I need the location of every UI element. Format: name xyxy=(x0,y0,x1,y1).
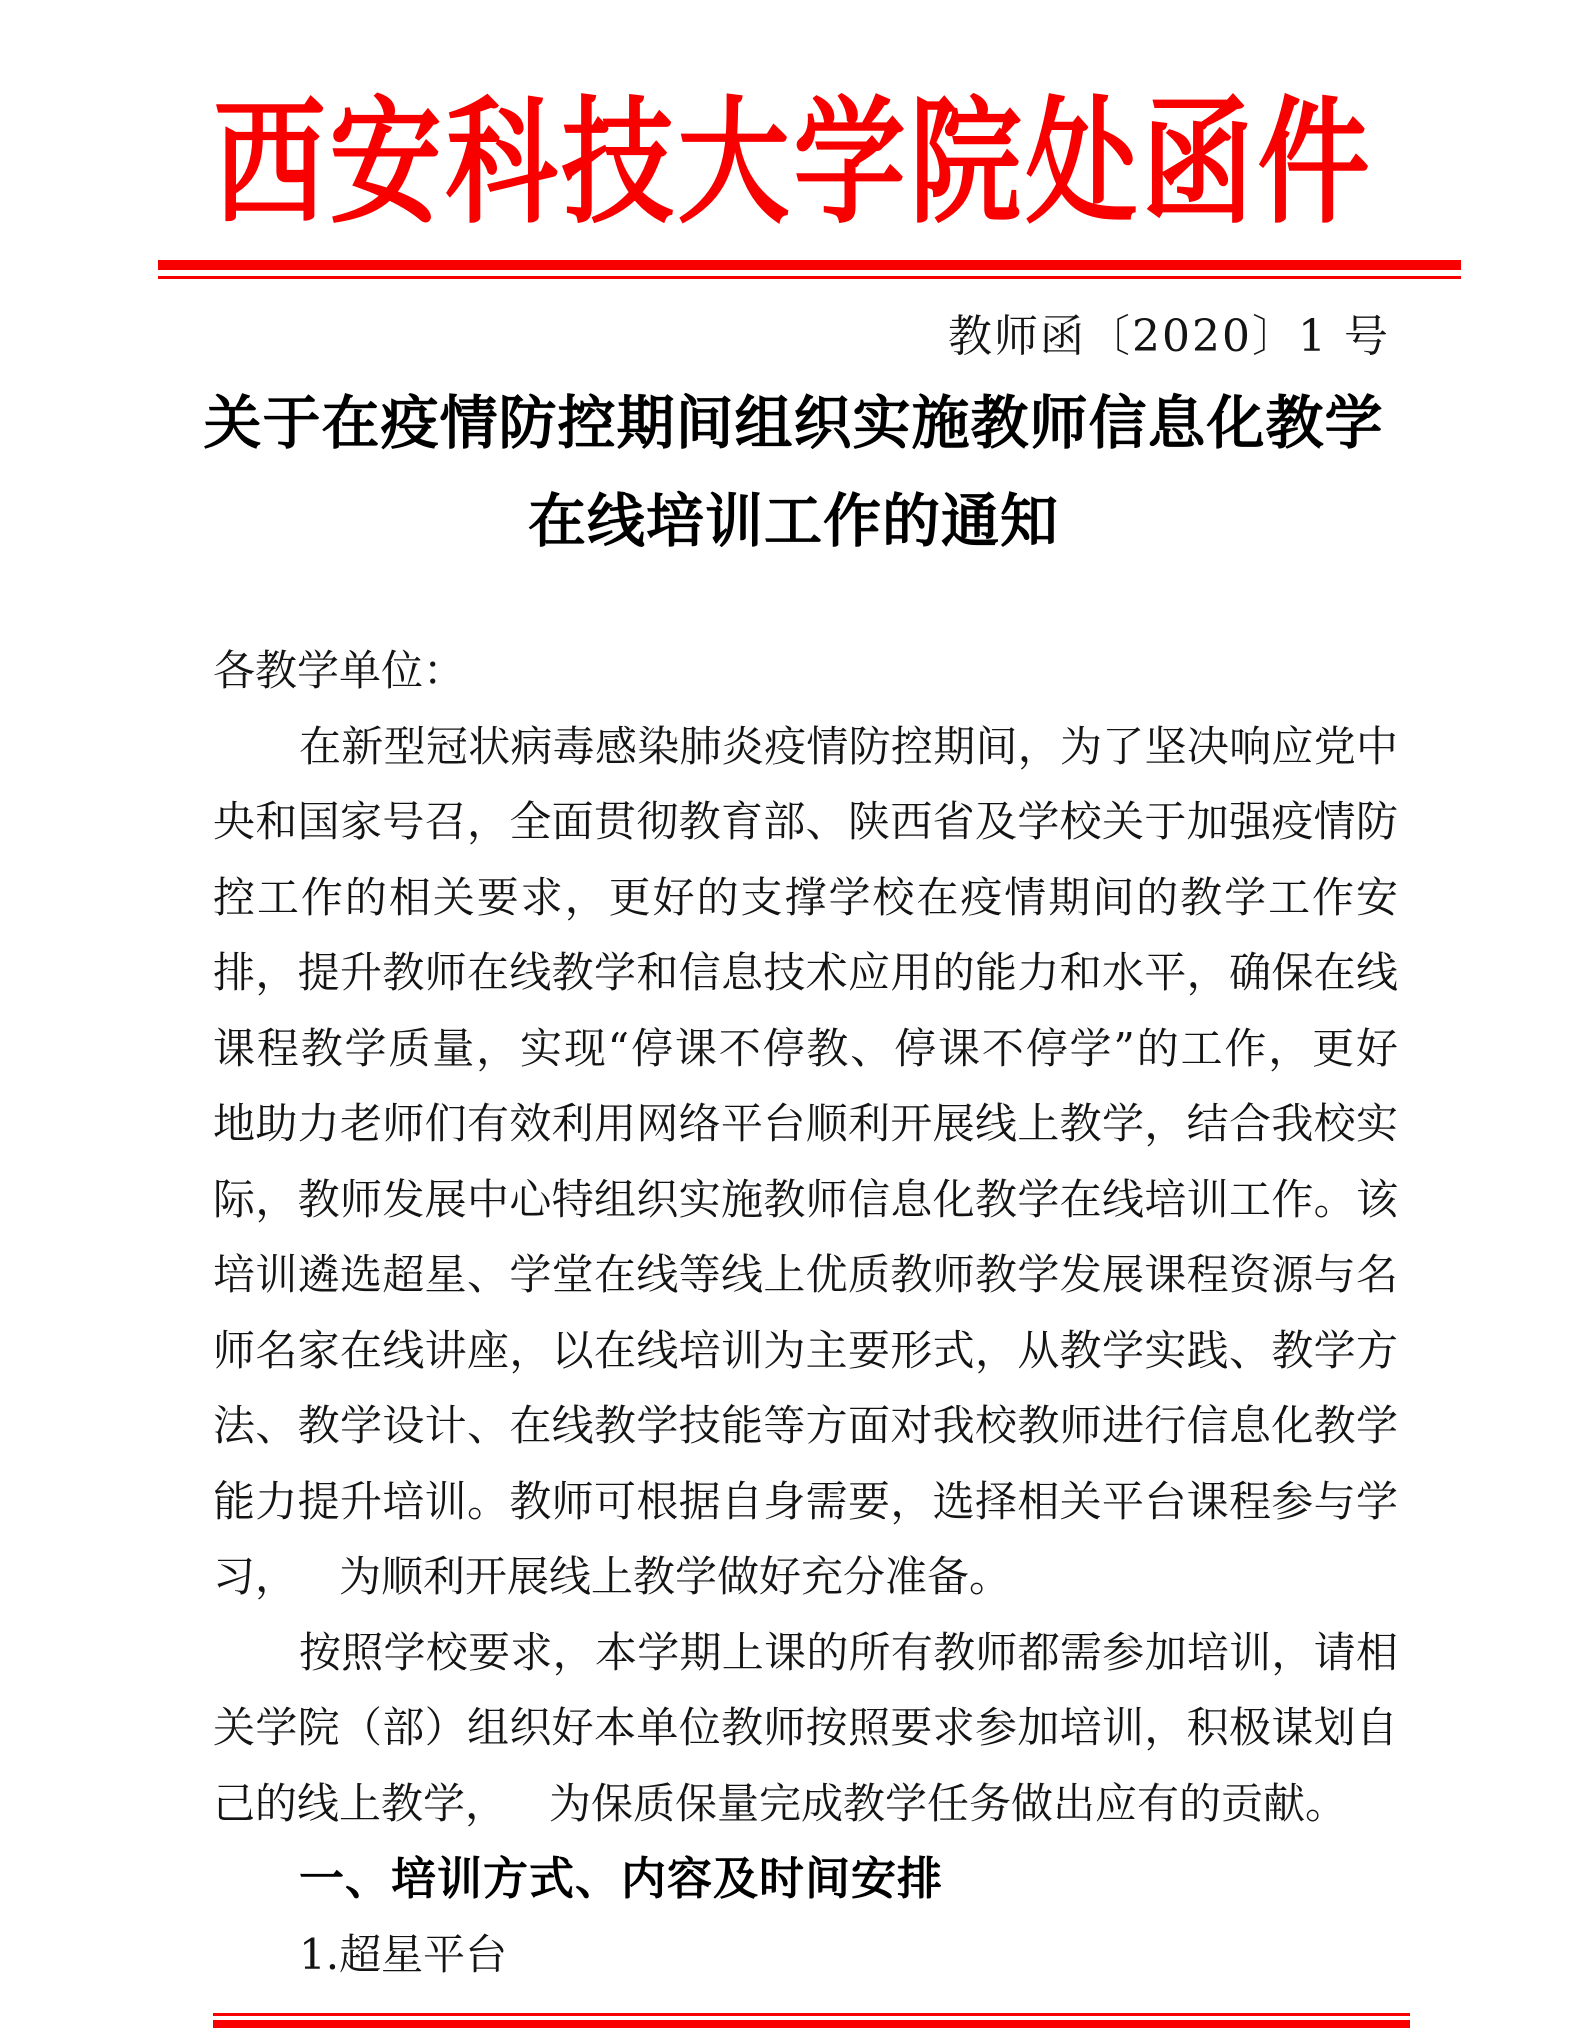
footer-rule-thick-line xyxy=(213,2020,1410,2028)
body-line: 按照学校要求，本学期上课的所有教师都需参加培训，请相 xyxy=(299,1627,1398,1677)
body-line: 能力提升培训。教师可根据自身需要，选择相关平台课程参与学 xyxy=(213,1476,1398,1526)
header-rule-thin-line xyxy=(158,276,1461,279)
body-line: 排，提升教师在线教学和信息技术应用的能力和水平，确保在线 xyxy=(213,948,1398,997)
body-line: 际，教师发展中心特组织实施教师信息化教学在线培训工作。该 xyxy=(213,1174,1398,1224)
masthead xyxy=(0,83,1587,243)
section-heading: 一、培训方式、内容及时间安排 xyxy=(299,1852,944,1905)
header-rule-thick-line xyxy=(158,260,1461,270)
body-line: 央和国家号召，全面贯彻教育部、陕西省及学校关于加强疫情防 xyxy=(213,797,1398,846)
body-line: 习， 为顺利开展线上教学做好充分准备。 xyxy=(213,1552,1012,1601)
doc-title-line1: 关于在疫情防控期间组织实施教师信息化教学 xyxy=(203,389,1384,457)
doc-number: 教师函〔2020〕1 号 xyxy=(948,311,1390,362)
body-line: 各教学单位： xyxy=(213,646,466,695)
body-line: 法、教学设计、在线教学技能等方面对我校教师进行信息化教学 xyxy=(213,1401,1398,1450)
masthead-title: 西安科技大学院处函件 xyxy=(213,83,1374,243)
body-line: 地助力老师们有效利用网络平台顺利开展线上教学，结合我校实 xyxy=(213,1099,1398,1148)
body-line: 在新型冠状病毒感染肺炎疫情防控期间，为了坚决响应党中 xyxy=(299,721,1398,771)
body-line: 培训遴选超星、学堂在线等线上优质教师教学发展课程资源与名 xyxy=(213,1250,1398,1299)
footer-rule xyxy=(213,2013,1410,2028)
doc-title xyxy=(0,374,1587,570)
body-line: 课程教学质量，实现“停课不停教、停课不停学”的工作，更好 xyxy=(213,1023,1398,1073)
doc-title-line2: 在线培训工作的通知 xyxy=(527,487,1059,555)
body-line: 己的线上教学， 为保质保量完成教学任务做出应有的贡献。 xyxy=(213,1778,1348,1828)
body-line: 控工作的相关要求，更好的支撑学校在疫情期间的教学工作安 xyxy=(213,872,1398,922)
body-line: 关学院（部）组织好本单位教师按照要求参加培训，积极谋划自 xyxy=(213,1703,1398,1752)
body-text xyxy=(213,633,1398,1992)
body-line: 师名家在线讲座，以在线培训为主要形式，从教学实践、教学方 xyxy=(213,1325,1398,1375)
header-rule xyxy=(158,260,1461,279)
body-line: 1.超星平台 xyxy=(299,1929,508,1979)
